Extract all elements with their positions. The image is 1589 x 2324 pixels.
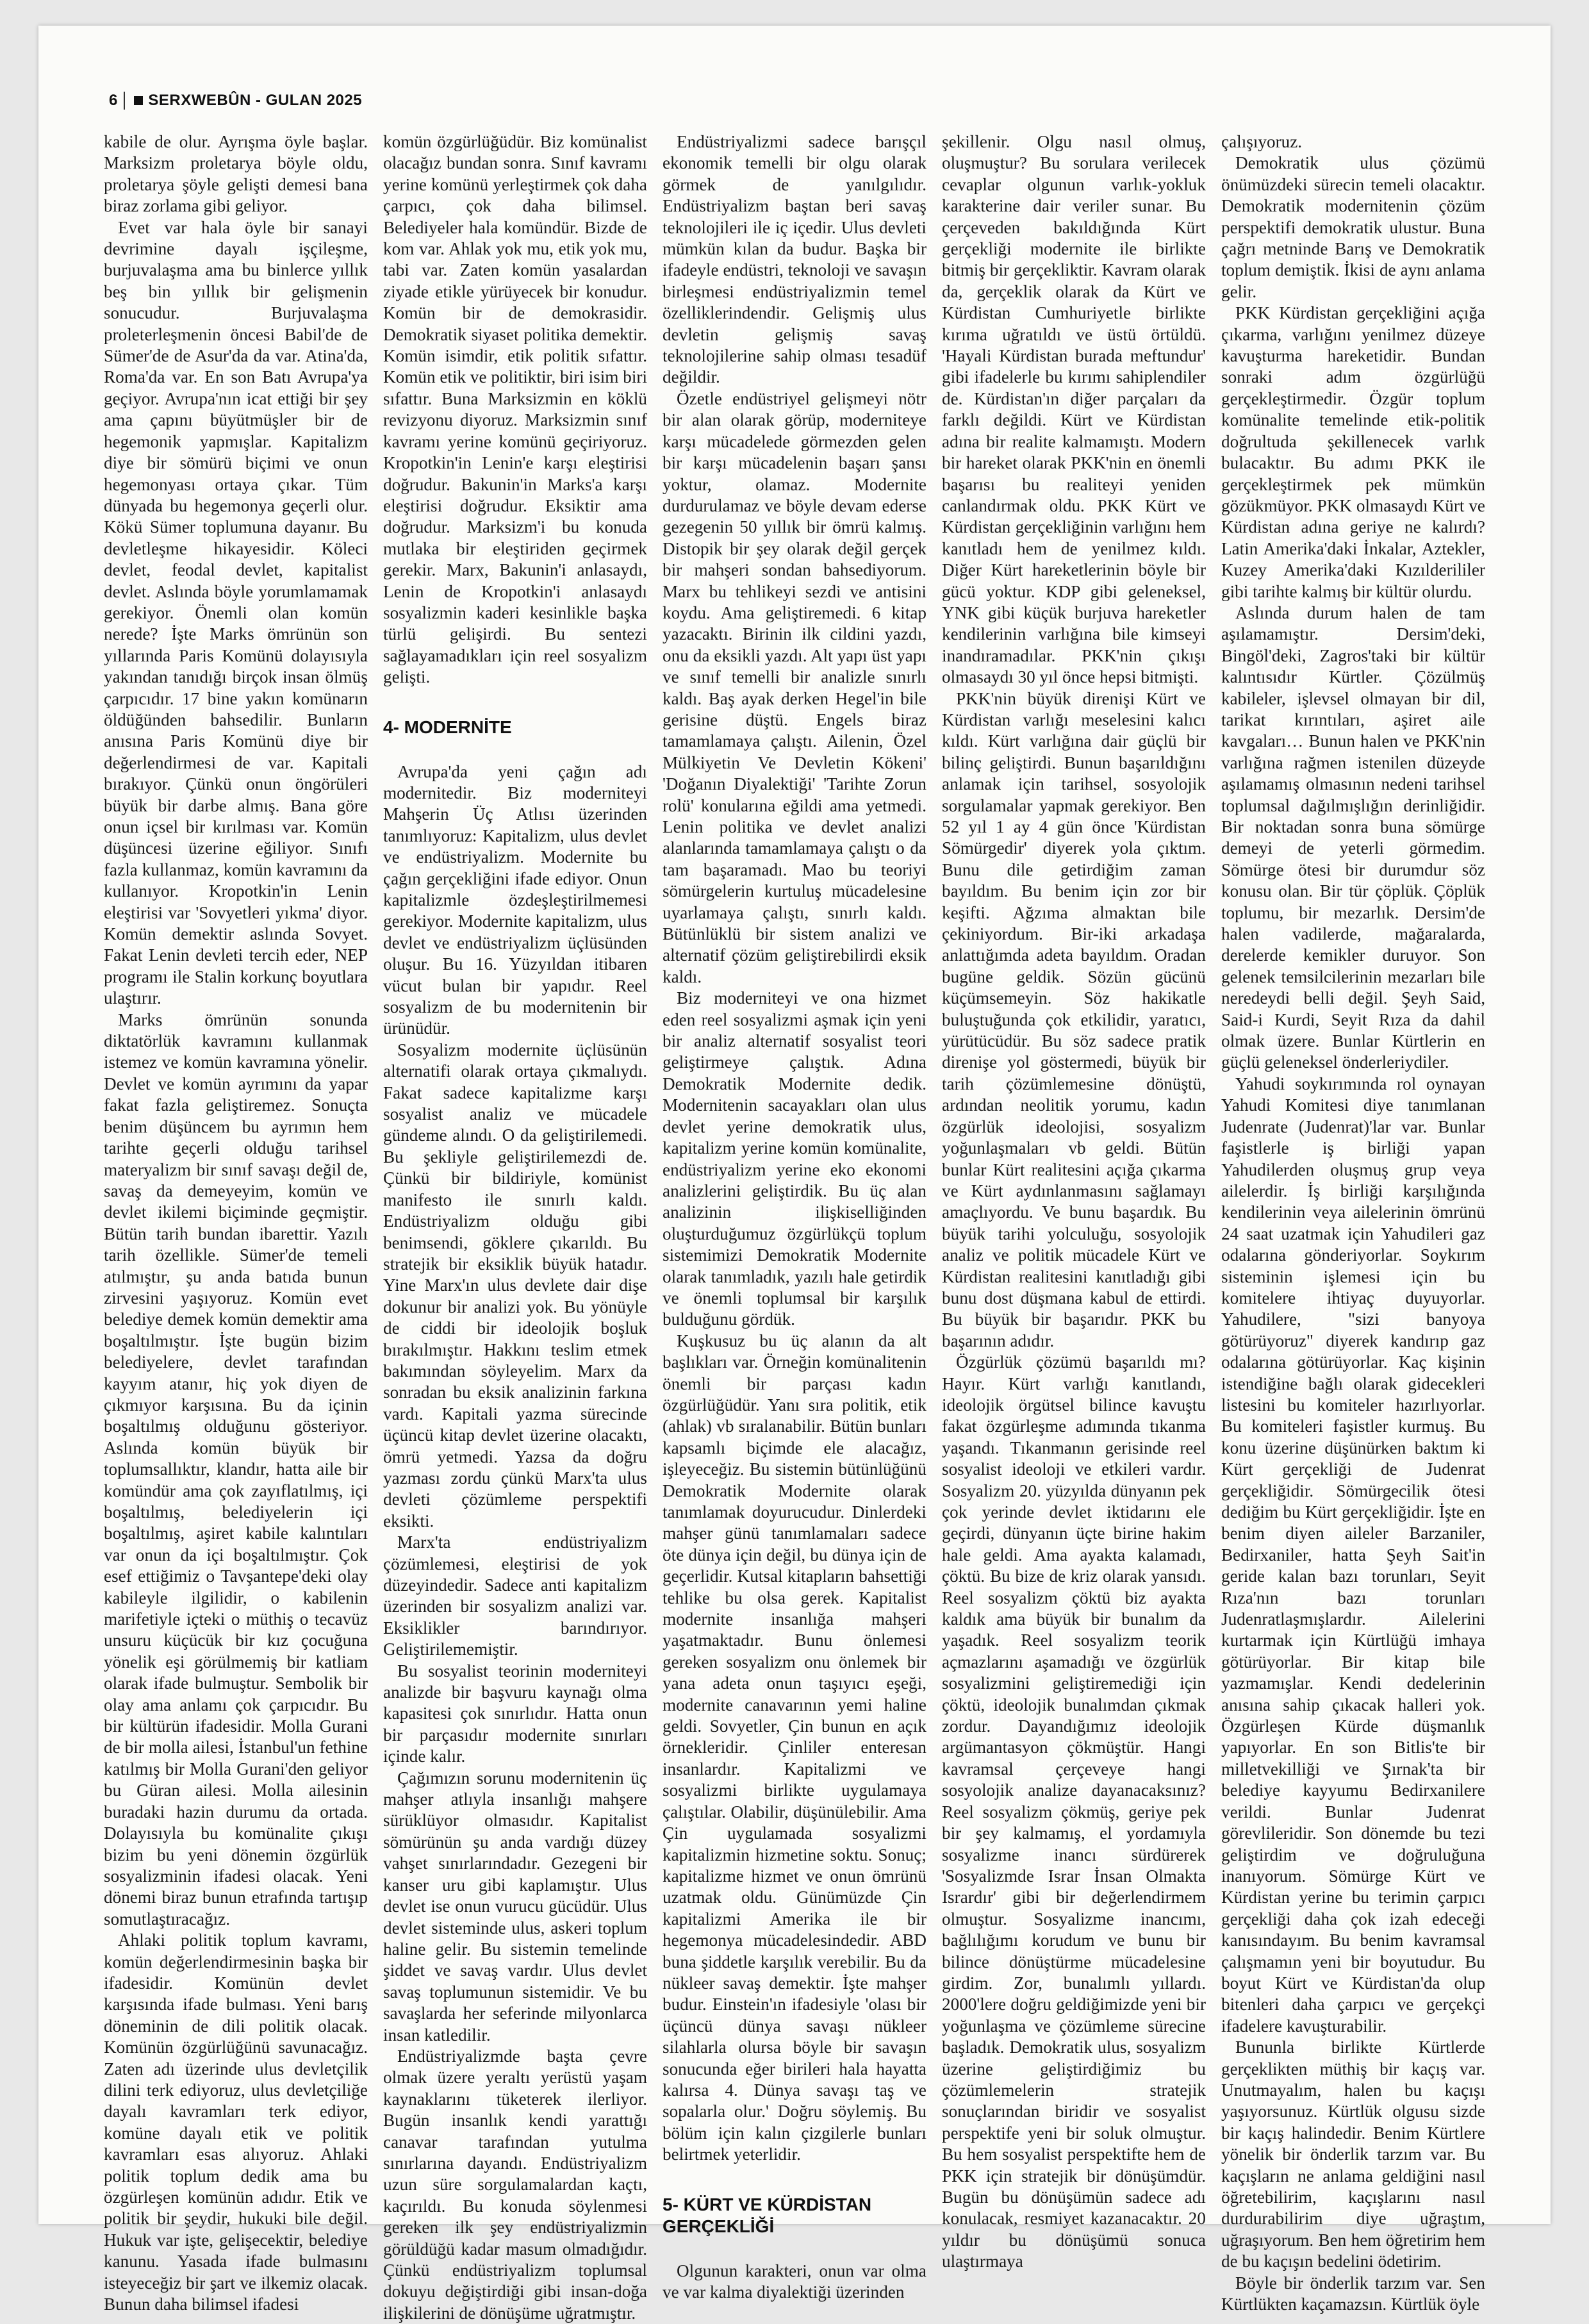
- paragraph: Özetle endüstriyel gelişmeyi nötr bir alan olarak görüp, moderniteye karşı mücadelede görmezden gelen bir karşı mücadelenin başarı şansı yoktur, olamaz. Modernite durdurulamaz ve böyle devam ederse gezegenin 50 yıllık bir ömrü kalmış. Distopik bir şey olarak değil gerçek bir mahşeri sondan bahsediyorum. Marx bu tehlikeyi sezdi ve antisini koydu. Ama geliştiremedi. 6 kitap yazacaktı. Birinin ilk cildini yazdı, onu da eksikli yazdı. Alt yapı üst yapı ve sınıf temelli bir analizle sınırlı kaldı. Baş ayak derken Hegel'in bile gerisine düştü. Engels biraz tamamlamaya çalıştı. Ailenin, Özel Mülkiyetin Ve Devletin Kökeni' 'Doğanın Diyalektiği' 'Tarihte Zorun rolü' konularına eğildi ama yetmedi. Lenin politika ve devlet analizi alanlarında tamamlamaya çalıştı o da tam başaramadı. Mao bu teoriyi sömürgelerin kurtuluş mücadelesine uyarlamaya çalıştı, sınırlı kaldı. Bütünlüklü bir sistem analizi ve alternatif çözüm geliştirebilirdi eksik kaldı.: [663, 388, 926, 986]
- paragraph: Bu sosyalist teorinin moderniteyi analizde bir başvuru kaynağı olma kapasitesi çok sınırlıdır. Hatta onun bir parçasıdır modernite sınırları içinde kalır.: [383, 1661, 647, 1766]
- text-column-5: [1214, 131, 1493, 2314]
- paragraph: çalışıyoruz.: [1221, 132, 1303, 151]
- paragraph: Endüstriyalizmde başta çevre olmak üzere yeraltı yerüstü yaşam kaynaklarını tüketerek ilerliyor. Bugün insanlık kendi yarattığı canavar tarafından yutulma sınırlarına dayandı. Endüstriyalizm uzun süre sorgulamalardan kaçtı, kaçırıldı. Bu konuda söylenmesi gereken ilk şey endüstriyalizmin görüldüğü kadar masum olmadığıdır. Çünkü endüstriyalizm toplumsal dokuyu değiştirdiği gibi insan-doğa ilişkilerini de dönüşüme uğratmıştır.: [383, 2046, 647, 2323]
- text-column-3: [655, 131, 934, 2302]
- paragraph: Böyle bir önderlik tarzım var. Sen Kürtlükten kaçamazsın. Kürtlük öyle: [1221, 2273, 1485, 2314]
- paragraph: Avrupa'da yeni çağın adı modernitedir. Biz moderniteyi Mahşerin Üç Atlısı üzerinden tanımlıyoruz: Kapitalizm, ulus devlet ve endüstriyalizm. Modernite bu çağın gerçekliğini ifade ediyor. Onun kapitalizmle özdeşleştirilmemesi gerekiyor. Modernite kapitalizm, ulus devlet ve endüstriyalizm üçlüsünden oluşur. Bu 16. Yüzyıldan itibaren vücut bulan bir yapıdır. Reel sosyalizm de bu modernitenin bir ürünüdür.: [383, 761, 647, 1038]
- paragraph: kabile de olur. Ayrışma öyle başlar. Marksizm proletarya böyle oldu, proletarya şöyle gelişti demesi bana biraz zorlama gibi geliyor.: [104, 132, 368, 216]
- paragraph: Sosyalizm modernite üçlüsünün alternatifi olarak ortaya çıkmalıydı. Fakat sadece kapitalizme karşı sosyalist analiz ve mücadele gündeme alındı. O da geliştirilemedi. Bu şekliyle geliştirilemezdi de. Çünkü bir bildiriyle, komünist manifesto ile sınırlı kaldı. Endüstriyalizm olduğu gibi benimsendi, göklere çıkarıldı. Bu stratejik bir eksiklik büyük hatadır. Yine Marx'ın ulus devlete dair dişe dokunur bir analizi yok. Bu yönüyle de ciddi bir ideolojik boşluk bırakılmıştır. Hakkını teslim etmek bakımından söyleyelim. Marx da sonradan bu eksik analizinin farkına vardı. Kapitali yazma sürecinde üçüncü kitap devlet üzerine olacaktı, ömrü yetmedi. Yazsa da doğru yazması zordu çünkü Marx'ta ulus devleti çözümleme perspektifi eksikti.: [383, 1040, 647, 1531]
- paragraph: Marks ömrünün sonunda diktatörlük kavramını kullanmak istemez ve komün kavramına yönelir. Devlet ve komün ayrımını da yapar fakat fazla geliştiremez. Sonuçta benim düşüncem bu ayrımın hem tarihte geçerli olduğu tarihsel materyalizm bir sınıf savaşı değil de, savaş da demeyeyim, komün ve devlet ikilemi biçiminde geçmiştir. Bütün tarih bundan ibarettir. Yazılı tarih özellikle. Sümer'de temeli atılmıştır, şu anda batıda bunun zirvesini yaşıyoruz. Komün evet belediye demek komün demektir ama boşaltılmıştır. İşte bugün bizim belediyelere, devlet tarafından kayyım atanır, hiç yok diyen de çıkmıyor karşısına. Bu da içinin boşaltılmış olduğunu gösteriyor. Aslında komün büyük bir toplumsallıktır, klandır, hatta aile bir komündür ama çok zayıflatılmış, içi boşaltılmış, belediyelerin içi boşaltılmış, aşiret kabile kalıntıları var onun da içi boşaltılmıştır. Çok esef ettiğimiz o Tavşantepe'deki olay kabileyle ilgilidir, o kabilenin marifetiyle içteki o müthiş o tecavüz unsuru küçücük bir kız çocuğuna yönelik eşi görülmemiş bir katliam olarak ifade bulmuştur. Sembolik bir olay ama anlamı çok çarpıcıdır. Bu bir kültürün ifadesidir. Molla Gurani de bir molla ailesi, İstanbul'un fethine katılmış bir Molla Gurani'den geliyor bu Güran ailesi. Molla ailesinin buradaki hazin durumu da ortada. Dolayısıyla bu komünalite çıkışı bizim bu yeni dönemin özgürlük sosyalizminin ifadesi olacak. Yeni dönemi biraz bunun etrafında tartışıp somutlaştıracağız.: [104, 1009, 368, 1929]
- paragraph: Özgürlük çözümü başarıldı mı? Hayır. Kürt varlığı kanıtlandı, ideolojik örgütsel bilince kavuştu fakat özgürleşme adımında tıkanma yaşandı. Tıkanmanın gerisinde reel sosyalist ideoloji ve etkileri vardır. Sosyalizm 20. yüzyılda dünyanın pek çok yerinde devlet iktidarını ele geçirdi, dünyanın üçte birine hakim hale geldi. Ama ayakta kalamadı, çöktü. Bu bize de kriz olarak yansıdı. Reel sosyalizm çöktü biz ayakta kaldık ama büyük bir bunalım da yaşadık. Reel sosyalizm teorik açmazlarını aşamadığı ve özgürlük sosyalizmini geliştiremediği için çöktü, ideolojik bunalımdan çıkmak zordur. Dayandığımız ideolojik argümantasyon çökmüştür. Hangi kavramsal çerçeveye hangi sosyolojik analize dayanacaksınız? Reel sosyalizm çökmüş, geriye pek bir şey kalmamış, el yordamıyla sosyalizme inancı sürdürerek 'Sosyalizmde Israr İnsan Olmakta Isrardır' gibi bir değerlendirmem olmuştur. Sosyalizme inancımı, bağlılığımı korudum ve bunu bir bilince dönüştürme mücadelesine girdim. Zor, bunalımlı yıllardı. 2000'lere doğru geldiğimizde yeni bir yoğunlaşma ve çözümleme sürecine başladık. Demokratik ulus, sosyalizm üzerine geliştirdiğimiz bu çözümlemelerin stratejik sonuçlarından biridir ve sosyalist perspektife yeni bir soluk olmuştur. Bu hem sosyalist perspektifte hem de PKK için stratejik bir dönüşümdür. Bugün bu dönüşümün sadece adı konulacak, resmiyet kazanacaktır. 20 yıldır bu dönüşümü sonuca ulaştırmaya: [942, 1352, 1206, 2271]
- paragraph: şekillenir. Olgu nasıl olmuş, oluşmuştur? Bu sorulara verilecek cevaplar olgunun varlık-yokluk karakterine dair veriler sunar. Bu çerçeveden bakıldığında Kürt gerçekliği modernite ile birlikte bitmiş bir gerçekliktir. Kavram olarak da, gerçeklik olarak da Kürt ve Kürdistan Cumhuriyetle birlikte kırıma uğratıldı ve üstü örtüldü. 'Hayali Kürdistan burada meftundur' gibi ifadelerle bu kırımı sahiplendiler de. Kürdistan'ın diğer parçaları da farklı değildi. Kürt ve Kürdistan adına bir realite kalmamıştı. Modern bir hareket olarak PKK'nin en önemli başarısı bu realiteyi yeniden canlandırmak oldu. PKK Kürt ve Kürdistan gerçekliğinin varlığını hem kanıtladı hem de yenilmez kıldı. Diğer Kürt hareketlerinin böyle bir gücü yoktur. KDP gibi geleneksel, YNK gibi küçük burjuva hareketler kendilerinin varlığına bile kimseyi inandıramadılar. PKK'nin çıkışı olmasaydı 30 yıl önce hepsi bitmişti.: [942, 132, 1206, 687]
- article-body: [96, 131, 1493, 2323]
- text-column-4: [934, 131, 1214, 2271]
- text-column-1: [96, 131, 375, 2314]
- square-bullet-icon: [134, 96, 143, 105]
- header-divider: [124, 92, 125, 110]
- paragraph: Demokratik ulus çözümü önümüzdeki sürecin temeli olacaktır. Demokratik modernitenin çözüm perspektifi demokratik ulustur. Buna çağrı metninde Barış ve Demokratik toplum demiştik. İkisi de aynı anlama gelir.: [1221, 153, 1485, 301]
- paragraph: Çağımızın sorunu modernitenin üç mahşer atlıyla insanlığı mahşere sürüklüyor olmasıdır. Kapitalist sömürünün şu anda vardığı düzey vahşet sınırlarındadır. Gezegeni bir kanser uru gibi kaplamıştır. Ulus devlet ise onun vurucu gücüdür. Ulus devlet sisteminde ulus, askeri toplum haline gelir. Bu sistemin temelinde şiddet ve savaş vardır. Ulus devlet savaş toplumunun sistemidir. Ve bu savaşlarda her seferinde milyonlarca insan katledilir.: [383, 1768, 647, 2045]
- paragraph: Olgunun karakteri, onun var olma ve var kalma diyalektiği üzerinden: [663, 2261, 926, 2302]
- section-heading: 5- KÜRT VE KÜRDİSTAN GERÇEKLİĞİ: [663, 2194, 872, 2236]
- paragraph: Biz moderniteyi ve ona hizmet eden reel sosyalizmi aşmak için yeni bir analiz alternatif sosyalist teori geliştirmeye çalıştık. Adına Demokratik Modernite dedik. Modernitenin sacayakları olan ulus devlet yerine demokratik ulus, kapitalizm yerine komün komünalite, endüstriyalizm yerine eko ekonomi analizlerini geliştirdik. Bu üç alan analizinin ilişkiselliğinden oluşturduğumuz özgürlükçü toplum sistemimizi Demokratik Modernite olarak tanımladık, yazılı hale getirdik ve önemli toplumsal bir karşılık bulduğunu gördük.: [663, 988, 926, 1329]
- text-column-2: [375, 131, 655, 2323]
- paragraph: Marx'ta endüstriyalizm çözümlemesi, eleştirisi de yok düzeyindedir. Sadece anti kapitalizm üzerinden bir sosyalizm analizi var. Eksiklikler barındırıyor. Geliştirilememiştir.: [383, 1532, 647, 1659]
- page-number: 6: [109, 92, 118, 109]
- paragraph: Ahlaki politik toplum kavramı, komün değerlendirmesinin başka bir ifadesidir. Komünün devlet karşısında ifade bulması. Yeni barış döneminin de dili politik olacak. Komünün özgürlüğünü savunacağız. Zaten adı üzerinde ulus devletçilik dilini terk ediyoruz, ulus devletçiliğe dayalı kavramları terk ediyor, komüne dayalı etik ve politik kavramları esas alıyoruz. Ahlaki politik toplum dedik ama bu özgürleşen komünün adıdır. Etik ve politik bir şeydir, hukuki bile değil. Hukuk var işte, gelişecektir, belediye kanunu. Yasada ifade bulmasını isteyeceğiz bir şart ve ilkemiz olacak. Bunun daha bilimsel ifadesi: [104, 1930, 368, 2314]
- paragraph: Yahudi soykırımında rol oynayan Yahudi Komitesi diye tanımlanan Judenrate (Judenrat)'lar var. Bunlar faşistlerle iş birliği yapan Yahudilerden oluşmuş grup veya ailelerdir. İş birliği karşılığında kendilerinin veya ailelerinin ömrünü 24 saat uzatmak için Yahudileri gaz odalarına gönderiyorlar. Soykırım sisteminin işlemesi için bu komitelere ihtiyaç duyuyorlar. Yahudilere, "sizi banyoya götürüyoruz" diyerek kandırıp gaz odalarına götürüyorlar. Kaç kişinin istendiğine bağlı olarak gidecekleri listesini bu komiteler hazırlıyorlar. Bu komiteleri faşistler kurmuş. Bu konu üzerine düşünürken baktım ki Kürt gerçekliği de Judenrat gerçekliğidir. Sömürgecilik ötesi dediğim bu Kürt gerçekliğidir. İşte en benim diyen aileler Barzaniler, Bedirxaniler, hatta Şeyh Sait'in geride kalan bazı torunları, Seyit Rıza'nın bazı torunları Judenratlaşmışlardır. Ailelerini kurtarmak için Kürtlüğü imhaya götürüyorlar. Bir kitap bile yazmamışlar. Kendi dedelerinin anısına sahip çıkacak halleri yok. Özgürleşen Kürde düşmanlık yapıyorlar. En son Bitlis'te bir milletvekilliği ve Şırnak'ta bir belediye kayyumu Bedirxanilere verildi. Bunlar Judenrat görevlileridir. Son dönemde bu tezi geliştirdim ve doğruluğuna inanıyorum. Sömürge Kürt ve Kürdistan yerine bu terimin çarpıcı gerçekliği daha çok izah edeceği kanısındayım. Bu benim kavramsal çalışmamın yeni bir boyutudur. Bu boyut Kürt ve Kürdistan'da olup bitenleri daha çarpıcı ve gerçekçi ifadelere kavuşturabilir.: [1221, 1074, 1485, 2036]
- section-heading: 4- MODERNİTE: [383, 717, 512, 737]
- paragraph: Evet var hala öyle bir sanayi devrimine dayalı işçileşme, burjuvalaşma ama bu binlerce yıllık beş bin yıllık bir gelişmenin sonucudur. Burjuvalaşma proleterleşmenin öncesi Babil'de de Sümer'de de Asur'da da var. Atina'da, Roma'da var. En son Batı Avrupa'ya geçiyor. Avrupa'nın icat ettiği bir şey ama çapını büyütmüşler bir de hegemonik yapmışlar. Kapitalizm diye bir sömürü biçimi ve onun hegemonyası ortaya çıkar. Tüm dünyada bu hegemonya geçerli olur. Kökü Sümer toplumuna dayanır. Bu devletleşme hikayesidir. Köleci devlet, feodal devlet, kapitalist devlet. Aslında böyle yorumlamamak gerekiyor. Önemli olan komün nerede? İşte Marks ömrünün son yıllarında Paris Komünü dolayısıyla yakından tanıdığı birçok insan ölmüş çarpıcıdır. 17 bine yakın komünarın öldüğünden bahsedilir. Bunların anısına Paris Komünü diye bir değerlendirmesi de var. Kapitali bırakıyor. Çünkü onun öngörüleri büyük bir darbe almış. Bana göre onun içsel bir kırılması var. Komün düşüncesi üzerine eğiliyor. Sınıfı fazla kullanmaz, komün kavramını da kullanıyor. Kropotkin'in Lenin eleştirisi var 'Sovyetleri yıkma' diyor. Komün demektir aslında Sovyet. Fakat Lenin devleti tercih eder, NEP programı ile Stalin korkunç boyutlara ulaştırır.: [104, 217, 368, 1008]
- paragraph: PKK Kürdistan gerçekliğini açığa çıkarma, varlığını yenilmez düzeye kavuşturma hareketidir. Bundan sonraki adım özgürlüğü gerçekleştirmedir. Özgür toplum komünalite temelinde etik-politik doğrultuda şekillenecek varlık bulacaktır. Bu adımı PKK ile gerçekleştirmek pek mümkün gözükmüyor. PKK olmasaydı Kürt ve Kürdistan adına geriye ne kalırdı? Latin Amerika'daki İnkalar, Aztekler, Kuzey Amerika'daki Kızılderililer gibi tarihte kalmış bir kültür olurdu.: [1221, 303, 1485, 601]
- paragraph: komün özgürlüğüdür. Biz komünalist olacağız bundan sonra. Sınıf kavramı yerine komünü yerleştirmek çok daha çarpıcı, çok daha bilimsel. Belediyeler hala komündür. Bizde de kom var. Ahlak yok mu, etik yok mu, tabi var. Zaten komün yasalardan ziyade etikle yürüyecek bir konudur. Komün bir de demokrasidir. Demokratik siyaset politika demektir. Komün isimdir, etik politik sıfattır. Komün etik ve politiktir, biri isim biri sıfattır. Buna Marksizmin en köklü revizyonu diyoruz. Marksizmin sınıf kavramı yerine komünü geçiriyoruz. Kropotkin'in Lenin'e karşı eleştirisi doğrudur. Bakunin'in Marks'a karşı eleştirisi doğrudur. Eksiktir ama doğrudur. Marksizm'i bu konuda mutlaka bir eleştiriden geçirmek gerekir. Marx, Bakunin'i anlasaydı, Lenin de Kropotkin'i anlasaydı sosyalizmin kaderi kesinlikle başka türlü gelişirdi. Bu sentezi sağlayamadıkları için reel sosyalizm gelişti.: [383, 132, 647, 687]
- publication-title: SERXWEBÛN - GULAN 2025: [148, 92, 363, 109]
- paragraph: Kuşkusuz bu üç alanın da alt başlıkları var. Örneğin komünalitenin önemli bir parçası kadın özgürlüğüdür. Yanı sıra politik, etik (ahlak) vb sıralanabilir. Bütün bunları kapsamlı biçimde ele alacağız, işleyeceğiz. Bu sistemin bütünlüğünü Demokratik Modernite olarak tanımlamak doyurucudur. Dinlerdeki mahşer günü tanımlamaları sadece öte dünya için değil, bu dünya için de geçerlidir. Kutsal kitapların bahsettiği tehlike bu olsa gerek. Kapitalist modernite insanlığa mahşeri yaşatmaktadır. Bunu önlemesi gereken sosyalizm onu önlemek bir yana adeta onun taşıyıcı eşeği, modernite canavarının yemi haline geldi. Sovyetler, Çin bunun en açık örnekleridir. Çinliler enteresan insanlardır. Kapitalizmi ve sosyalizmi birlikte uygulamaya çalıştılar. Olabilir, düşünülebilir. Ama Çin uygulamada sosyalizmi kapitalizmin hizmetine soktu. Sonuç; kapitalizme hizmet ve onun ömrünü uzatmak oldu. Günümüzde Çin kapitalizmi Amerika ile bir hegemonya mücadelesindedir. ABD buna şiddetle karşılık verebilir. Bu da nükleer savaş demektir. İşte mahşer budur. Einstein'ın ifadesiyle 'olası bir üçüncü dünya savaşı nükleer silahlarla olursa böyle bir savaşın sonucunda eğer birileri hala hayatta kalırsa 4. Dünya savaşı taş ve sopalarla olur.' Doğru söylemiş. Bu bölüm için kalın çizgilerle bunları belirtmek yeterlidir.: [663, 1331, 926, 2164]
- paragraph: Endüstriyalizmi sadece barışçıl ekonomik temelli bir olgu olarak görmek de yanılgılıdır. Endüstriyalizm baştan beri savaş teknolojileri ile iç içedir. Ulus devleti mümkün kılan da budur. Başka bir ifadeyle endüstri, teknoloji ve savaşın birleşmesi endüstriyalizmin temel özelliklerindendir. Gelişmiş ulus devletin gelişmiş savaş teknolojilerine sahip olması tesadüf değildir.: [663, 132, 926, 387]
- page-header: [109, 85, 362, 117]
- paragraph: Aslında durum halen de tam aşılamamıştır. Dersim'deki, Bingöl'deki, Zagros'taki bir kültür kalıntısıdır Kürtler. Çözülmüş kabileler, işlevsel olmayan bir dil, tarikat kırıntıları, aşiret aile kavgaları… Bunun halen ve PKK'nin varlığına rağmen istenilen düzeyde aşılamamış olmasının nedeni tarihsel toplumsal dağılmışlığın derinliğidir. Bir noktadan sonra buna sömürge demeyi de yeterli görmedim. Sömürge ötesi bir durumdur söz konusu olan. Bir tür çöplük. Çöplük toplumu, bir mezarlık. Dersim'de halen vadilerde, mağaralarda, derelerde kemikler duruyor. Son gelenek temsilcilerinin mezarları bile neredeydi belli değil. Şeyh Said, Said-i Kurdi, Seyit Rıza da dahil olmak üzere. Bunlar Kürtlerin en güçlü geleneksel önderleriydiler.: [1221, 602, 1485, 1072]
- paragraph: PKK'nin büyük direnişi Kürt ve Kürdistan varlığı meselesini kalıcı kıldı. Kürt varlığına dair güçlü bir bilinç geliştirdi. Bunun başarıldığını anlamak için tarihsel, sosyolojik sorgulamalar yapmak gerekiyor. Ben 52 yıl 1 ay 4 gün önce 'Kürdistan Sömürgedir' diyerek yola çıktım. Bunu dile getirdiğim zaman bayıldım. Bu benim için zor bir keşifti. Ağzıma almaktan bile çekiniyordum. Bir-iki arkadaşa anlattığımda adeta bayıldım. Oradan bugüne geldik. Sözün gücünü küçümsemeyin. Söz hakikatle buluştuğunda çok etkilidir, yaratıcı, yürütücüdür. Bu söz sadece pratik direnişe yol göstermedi, büyük bir tarih çözümlemesine dönüştü, ardından neolitik yorumu, kadın özgürlük ideolojisi, sosyalizm yoğunlaşmaları vb geldi. Bütün bunlar Kürt realitesini açığa çıkarma ve Kürt aydınlanmasını sağlamayı amaçlıyordu. Ve bunu başardık. Bu büyük tarihi yolculuğu, sosyolojik analiz ve politik mücadele Kürt ve Kürdistan realitesini kanıtladığı gibi bunu dost düşmana kabul de ettirdi. Bu büyük bir başarıdır. PKK bu başarının adıdır.: [942, 688, 1206, 1350]
- paragraph: Bununla birlikte Kürtlerde gerçeklikten müthiş bir kaçış var. Unutmayalım, halen bu kaçışı yaşıyorsunuz. Kürtlük olgusu sizde bir kaçış halindedir. Benim Kürtlere yönelik bir önderlik tarzım var. Bu kaçışların ne anlama geldiğini nasıl öğretebilirim, kaçışlarını nasıl durdurabilirim diye uğraştım, uğraşıyorum. Ben hem öğretirim hem de bu kaçışın bedelini ödetirim.: [1221, 2038, 1485, 2271]
